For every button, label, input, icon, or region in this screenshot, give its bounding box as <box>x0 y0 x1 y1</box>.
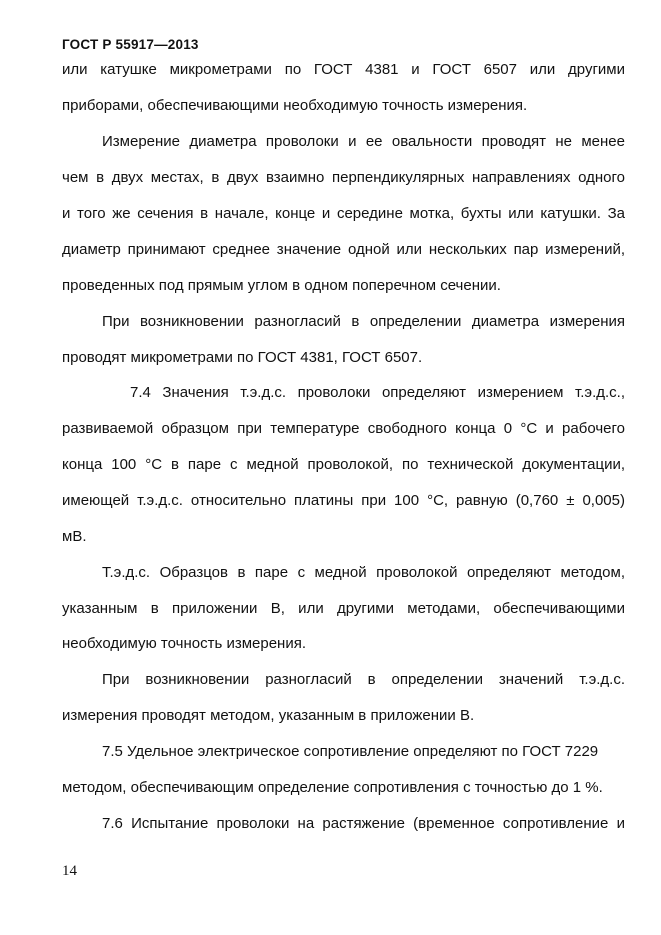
text-line: указанным в приложении В, или другими методами, обеспечивающими <box>62 600 625 617</box>
text-line: приборами, обеспечивающими необходимую точность измерения. <box>62 97 528 114</box>
text-line: Измерение диаметра проволоки и ее овальности проводят не менее <box>102 133 625 150</box>
text-line: диаметр принимают среднее значение одной или нескольких пар измерений, <box>62 241 625 258</box>
text-line: При возникновении разногласий в определении диаметра измерения <box>102 313 625 330</box>
text-line: или катушке микрометрами по ГОСТ 4381 и ГОСТ 6507 или другими <box>62 61 625 78</box>
text-line: При возникновении разногласий в определении значений т.э.д.с. <box>102 671 625 688</box>
page-number: 14 <box>62 863 77 879</box>
document-code: ГОСТ Р 55917—2013 <box>62 37 199 52</box>
text-line: проведенных под прямым углом в одном поперечном сечении. <box>62 277 501 294</box>
text-line: методом, обеспечивающим определение сопротивления с точностью до 1 %. <box>62 779 603 796</box>
text-line: конца 100 °С в паре с медной проволокой, по технической документации, <box>62 456 625 473</box>
text-line: Т.э.д.с. Образцов в паре с медной проволокой определяют методом, <box>102 564 625 581</box>
text-line: необходимую точность измерения. <box>62 635 306 652</box>
text-line: чем в двух местах, в двух взаимно перпендикулярных направлениях одного <box>62 169 625 186</box>
text-line: измерения проводят методом, указанным в приложении В. <box>62 707 475 724</box>
text-line: имеющей т.э.д.с. относительно платины при 100 °С, равную (0,760 ± 0,005) <box>62 492 625 509</box>
text-line: 7.4 Значения т.э.д.с. проволоки определяют измерением т.э.д.с., <box>130 384 625 401</box>
text-line: проводят микрометрами по ГОСТ 4381, ГОСТ 6507. <box>62 349 423 366</box>
text-line: развиваемой образцом при температуре свободного конца 0 °С и рабочего <box>62 420 625 437</box>
text-line: мВ. <box>62 528 87 545</box>
text-line: и того же сечения в начале, конце и середине мотка, бухты или катушки. За <box>62 205 625 222</box>
text-line: 7.6 Испытание проволоки на растяжение (временное сопротивление и <box>102 815 625 832</box>
text-line: 7.5 Удельное электрическое сопротивление определяют по ГОСТ 7229 <box>102 743 599 760</box>
